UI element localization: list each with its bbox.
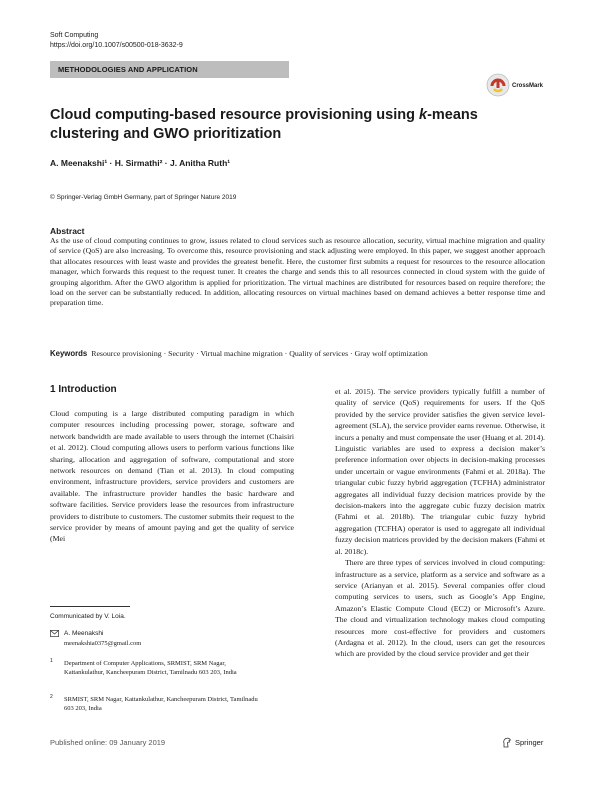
title-italic-k: k (418, 107, 428, 123)
affiliation-number: 1 (50, 658, 53, 664)
section-category-label: METHODOLOGIES AND APPLICATION (58, 65, 198, 74)
author-list: A. Meenakshi¹ · H. Sirmathi² · J. Anitha Ruth¹ (50, 158, 231, 168)
intro-paragraph: There are three types of services involved in cloud computing: infrastructure as a service, platform as a service and software as a service (Arianyan et al. 2015). Several companies offer cloud computing services to users, such as Google’s App Engine, Amazon’s Elastic Compute Cloud (EC2) or Microsoft’s Azure. The cloud and virtualization technology makes cloud computing resources more cost-effective for providers and customers (Ardagna et al. 2012). In the cloud, users can get the resources which are provided by the cloud service provider and get their (335, 558, 545, 659)
envelope-icon (50, 630, 59, 637)
crossmark-icon (486, 73, 510, 97)
copyright-notice: © Springer-Verlag GmbH Germany, part of Springer Nature 2019 (50, 194, 237, 201)
affiliation-1: Department of Computer Applications, SRMIST, SRM Nagar, Kattankulathur, Kancheepuram District, Tamilnadu 603 203, India (64, 660, 237, 676)
intro-paragraph: et al. 2015). The service providers typically fulfill a number of quality of service (QoS) requirements for users. If the QoS provided by the service provider satisfies the given service level-agreement (SLA), the service provider earns revenue. Otherwise, it incurs a penalty and must compensate the user (Huang et al. 2014). Linguistic variables are used to express a decision maker’s preference information over objects in decision-making processes under uncertain or vague environments (Fahmi et al. 2018a). The triangular cubic fuzzy hybrid aggregation (TCFHA) administrator aggregates all individual fuzzy decision matrices provide by the decision-makers into the aggregate cubic fuzzy decision matrix (Fahmi et al. 2018b). The triangular cubic fuzzy hybrid aggregation (TCFHA) operator is used to aggregate all individual fuzzy decision matrices provided by the decision makers (Fahmi et al. 2018c). (335, 387, 545, 556)
footnote-divider (50, 606, 130, 607)
published-date: Published online: 09 January 2019 (50, 738, 166, 747)
springer-horse-icon (502, 737, 512, 748)
title-text-part1: Cloud computing-based resource provisioning using (50, 107, 419, 123)
affiliation-number: 2 (50, 694, 53, 700)
abstract-heading: Abstract (50, 226, 85, 236)
corresponding-author-name: A. Meenakshi (64, 630, 104, 637)
crossmark-label: CrossMark (512, 83, 544, 89)
keywords-label: Keywords (50, 349, 88, 358)
keywords-list: Resource provisioning · Security · Virtual machine migration · Quality of services · Gray wolf optimization (91, 349, 428, 358)
corresponding-author-email[interactable]: meenakshia0375@gmail.com (64, 640, 142, 647)
keywords-line (50, 349, 550, 358)
affiliation-2: SRMIST, SRM Nagar, Kattankulathur, Kancheepuram District, Tamilnadu 603 203, India (64, 696, 258, 712)
doi-link[interactable]: https://doi.org/10.1007/s00500-018-3632-9 (50, 42, 183, 49)
communicated-by: Communicated by V. Loia. (50, 613, 126, 620)
intro-right-column (335, 386, 545, 660)
publisher-name: Springer (515, 738, 544, 747)
section-category-bar (50, 61, 289, 78)
paper-title (50, 106, 510, 144)
section-heading-introduction: 1 Introduction (50, 384, 117, 395)
crossmark-badge[interactable] (486, 73, 548, 97)
title-text-part2: -means clustering and GWO prioritization (50, 107, 478, 142)
journal-name: Soft Computing (50, 32, 99, 39)
abstract-body: As the use of cloud computing continues to grow, issues related to cloud services such as resource allocation, security, virtual machine migration and quality of service (QoS) are also increasing. To overcome this, resource provisioning and stack adjusting were employed. In this paper, we suggest another approach that allocates resources with least waste and provides the greatest benefit. Here, the customer first submits a request for resources to the resource allocation manager, which forwards this request to the request tuner. It creates the charge and sends this to all resources connected in cloud system with the guide of grouping algorithm. After the GWO algorithm is applied for prioritization. The virtual machines are distributed for resources based on require therefore; the load on the server can be substantially reduced. In addition, allocating resources on virtual machines based on demand achieves a better response time and preparation time. (50, 236, 545, 308)
intro-left-column: Cloud computing is a large distributed computing paradigm in which computer resources including processing power, storage, software and network bandwidth are made available to users through the internet (Chaisiri et al. 2012). Cloud computing allows users to perform various functions like sharing, allocation and aggregation of software, computational and store network resources on demand (Tian et al. 2013). In cloud computing environment, infrastructure providers, service providers and customers are available. The infrastructure provider handles the basic hardware and software facilities. Service providers lease the resources from infrastructure providers to distribute to customers. The customer submits their request to the service provider by means of amount paying and get the quality of service (Mei (50, 409, 294, 544)
